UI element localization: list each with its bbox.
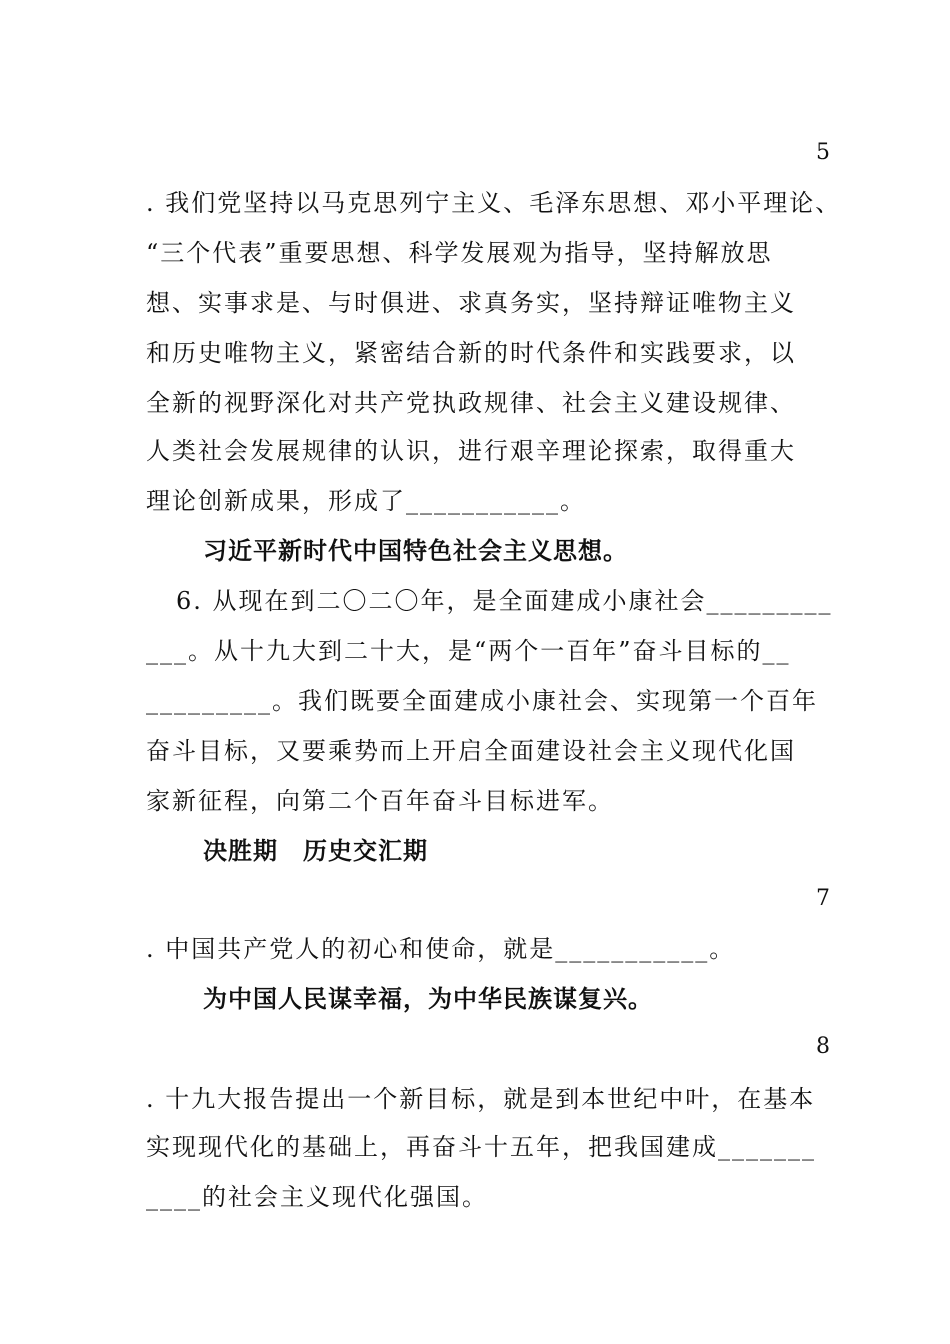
q6-line-1: 6. 从现在到二〇二〇年，是全面建成小康社会_________ (176, 587, 833, 615)
q5-line-6: 人类社会发展规律的认识，进行艰辛理论探索，取得重大 (146, 437, 796, 465)
q6-line-4: 奋斗目标，又要乘势而上开启全面建设社会主义现代化国 (146, 737, 796, 765)
q6-line-3: _________。我们既要全面建成小康社会、实现第一个百年 (146, 687, 818, 715)
q5-line-1: . 我们党坚持以马克思列宁主义、毛泽东思想、邓小平理论、 (146, 189, 842, 217)
q6-line-5: 家新征程，向第二个百年奋斗目标进军。 (146, 787, 614, 815)
q7-answer: 为中国人民谋幸福，为中华民族谋复兴。 (203, 985, 653, 1013)
q5-line-2: “三个代表”重要思想、科学发展观为指导，坚持解放思 (146, 239, 773, 267)
q8-line-3: ____的社会主义现代化强国。 (146, 1183, 488, 1211)
q6-line-2: ___。从十九大到二十大，是“两个一百年”奋斗目标的__ (146, 637, 791, 665)
q5-line-7: 理论创新成果，形成了___________。 (146, 487, 586, 515)
q6-answer: 决胜期 历史交汇期 (203, 837, 428, 865)
question-number-8: 8 (816, 1034, 830, 1059)
q7-line-1: . 中国共产党人的初心和使命，就是___________。 (146, 935, 736, 963)
q5-line-5: 全新的视野深化对共产党执政规律、社会主义建设规律、 (146, 389, 796, 417)
q5-answer: 习近平新时代中国特色社会主义思想。 (203, 537, 628, 565)
q5-line-4: 和历史唯物主义，紧密结合新的时代条件和实践要求，以 (146, 339, 796, 367)
q8-line-1: . 十九大报告提出一个新目标，就是到本世纪中叶，在基本 (146, 1085, 816, 1113)
q8-line-2: 实现现代化的基础上，再奋斗十五年，把我国建成_______ (146, 1133, 816, 1161)
question-number-7: 7 (816, 886, 830, 911)
q5-line-3: 想、实事求是、与时俱进、求真务实，坚持辩证唯物主义 (146, 289, 796, 317)
question-number-5: 5 (816, 140, 830, 165)
